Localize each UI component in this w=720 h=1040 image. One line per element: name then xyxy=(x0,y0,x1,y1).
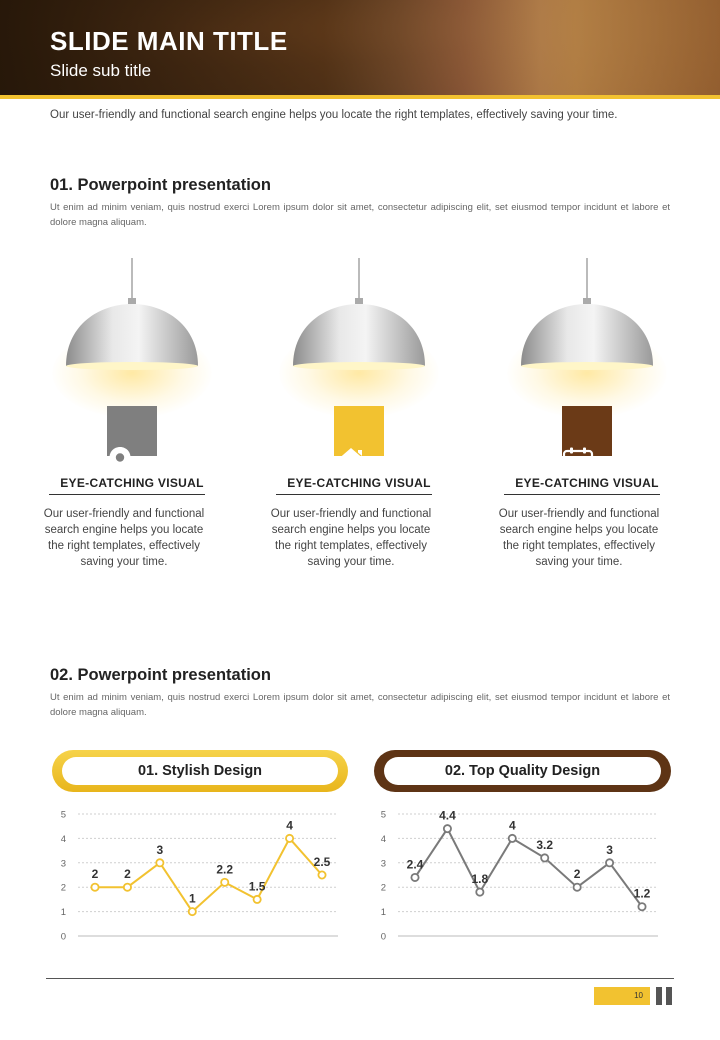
y-tick-label: 2 xyxy=(380,882,386,894)
data-point xyxy=(91,884,98,891)
footer-divider xyxy=(46,978,674,979)
data-label: 1.5 xyxy=(248,879,266,894)
y-tick-label: 2 xyxy=(60,882,66,894)
section2-text: Ut enim ad minim veniam, quis nostrud exerci Lorem ipsum dolor sit amet, consectetur adipiscing elit, set eiusmod tempor incidunt et labore et dolore magna aliquam. xyxy=(50,692,670,718)
visual-card-3 xyxy=(497,258,677,618)
icon-tile xyxy=(334,406,384,456)
data-label: 1 xyxy=(188,891,196,906)
chart2-title: 02. Top Quality Design xyxy=(384,757,661,785)
footer-bar-left xyxy=(656,987,662,1005)
slide-sub-title: Slide sub title xyxy=(50,61,152,80)
data-label: 4 xyxy=(286,818,293,833)
visual-card-2 xyxy=(269,258,449,618)
pendant-lamp-icon xyxy=(42,298,222,378)
lamp-cord xyxy=(358,258,360,303)
y-tick-label: 4 xyxy=(60,833,66,845)
data-label: 1.2 xyxy=(633,886,651,901)
visual-card-1 xyxy=(42,258,222,618)
data-point xyxy=(318,871,325,878)
card-divider xyxy=(49,494,205,495)
card-title: EYE-CATCHING VISUAL xyxy=(287,476,431,490)
chart2-top-quality-design xyxy=(370,800,670,950)
data-label: 2 xyxy=(91,867,99,882)
data-label: 3 xyxy=(156,842,164,857)
icon-tile xyxy=(107,406,157,456)
data-point xyxy=(509,835,516,842)
page-number: 10 xyxy=(594,987,650,1005)
card-text: Our user-friendly and functional search engine helps you locate the right templates, effectively saving your time. xyxy=(270,508,432,568)
card-title: EYE-CATCHING VISUAL xyxy=(515,476,659,490)
slide-main-title: SLIDE MAIN TITLE xyxy=(50,26,288,56)
chart1-header-pill xyxy=(52,750,348,792)
y-tick-label: 1 xyxy=(380,907,386,919)
header-accent-bar xyxy=(0,95,720,99)
chart2-header-pill xyxy=(374,750,671,792)
y-tick-label: 1 xyxy=(60,907,66,919)
data-label: 2 xyxy=(573,867,581,882)
series-line xyxy=(415,829,642,907)
intro-text: Our user-friendly and functional search engine helps you locate the right templates, effectively saving your time. xyxy=(50,109,618,121)
card-text: Our user-friendly and functional search engine helps you locate the right templates, effectively saving your time. xyxy=(43,508,205,568)
chart1-stylish-design xyxy=(50,800,350,950)
pendant-lamp-icon xyxy=(497,298,677,378)
y-tick-label: 3 xyxy=(60,858,66,870)
data-point xyxy=(286,835,293,842)
pendant-lamp-icon xyxy=(269,298,449,378)
lamp-cord xyxy=(131,258,133,303)
icon-tile xyxy=(562,406,612,475)
y-tick-label: 5 xyxy=(380,809,386,821)
y-tick-label: 3 xyxy=(380,858,386,870)
data-point xyxy=(476,888,483,895)
y-tick-label: 0 xyxy=(380,931,386,943)
section1-title: 01. Powerpoint presentation xyxy=(50,176,271,194)
data-label: 2 xyxy=(124,867,131,882)
data-label: 2.5 xyxy=(313,855,331,869)
chart1-title: 01. Stylish Design xyxy=(62,757,338,785)
data-label: 3.2 xyxy=(536,837,554,852)
y-tick-label: 0 xyxy=(60,931,66,943)
data-point xyxy=(221,879,228,886)
data-point xyxy=(574,884,581,891)
data-point xyxy=(124,884,131,891)
data-label: 1.8 xyxy=(471,872,489,887)
lamp-cord xyxy=(586,258,588,303)
card-title: EYE-CATCHING VISUAL xyxy=(60,476,204,490)
data-label: 3 xyxy=(606,842,613,857)
section2-title: 02. Powerpoint presentation xyxy=(50,666,271,684)
section1-text: Ut enim ad minim veniam, quis nostrud exerci Lorem ipsum dolor sit amet, consectetur adipiscing elit, set eiusmod tempor incidunt et labore et dolore magna aliquam. xyxy=(50,202,670,228)
data-point xyxy=(156,859,163,866)
card-text: Our user-friendly and functional search engine helps you locate the right templates, effectively saving your time. xyxy=(498,508,660,568)
card-divider xyxy=(504,494,660,495)
y-tick-label: 4 xyxy=(380,833,386,845)
data-label: 4.4 xyxy=(439,808,456,823)
data-point xyxy=(638,903,645,910)
y-tick-label: 5 xyxy=(60,809,66,821)
header-banner xyxy=(0,0,720,96)
data-point xyxy=(254,896,261,903)
data-label: 2.4 xyxy=(406,857,424,872)
svg-text:24: 24 xyxy=(571,461,585,475)
data-point xyxy=(411,874,418,881)
data-point xyxy=(606,859,613,866)
data-point xyxy=(189,908,196,915)
data-point xyxy=(444,825,451,832)
card-divider xyxy=(276,494,432,495)
data-label: 4 xyxy=(508,818,516,833)
data-point xyxy=(541,854,548,861)
footer-bar-right xyxy=(666,987,672,1005)
data-label: 2.2 xyxy=(216,862,234,877)
